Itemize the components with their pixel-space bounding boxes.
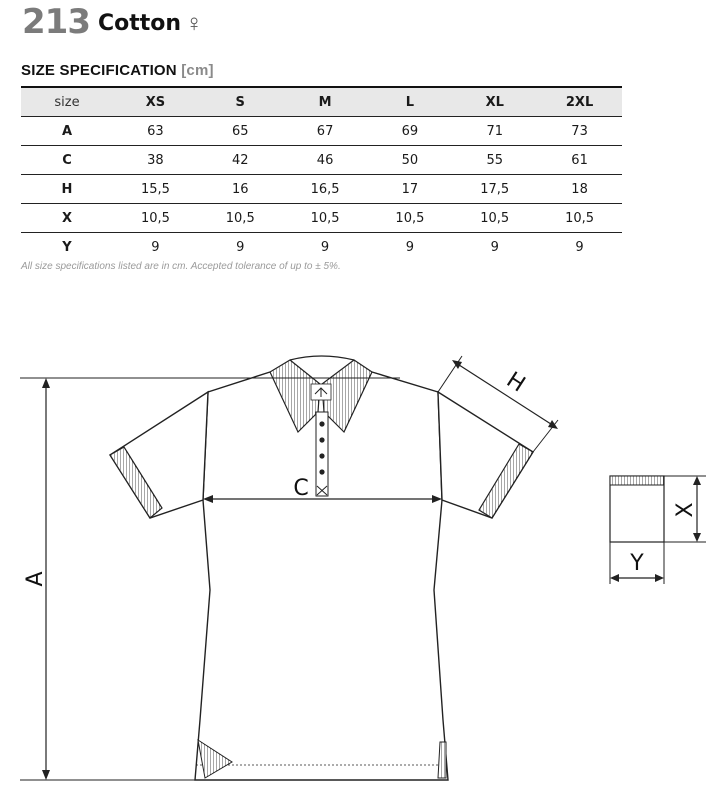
table-row bbox=[21, 117, 622, 146]
row-label: H bbox=[21, 175, 113, 204]
dimension-h-arrow-start bbox=[452, 360, 462, 369]
dimension-a-arrow-down bbox=[42, 770, 50, 780]
table-cell: 61 bbox=[537, 146, 622, 175]
table-cell: 67 bbox=[283, 117, 368, 146]
dimension-a-label: A bbox=[23, 571, 48, 587]
table-cell: 63 bbox=[113, 117, 198, 146]
size-spec-heading bbox=[21, 62, 214, 79]
size-header-row bbox=[21, 87, 622, 117]
dimension-h-label: H bbox=[501, 367, 530, 398]
size-spec-title: SIZE SPECIFICATION bbox=[21, 62, 177, 79]
size-col-header: M bbox=[283, 87, 368, 117]
polo-shirt-diagram bbox=[0, 300, 726, 804]
table-cell: 50 bbox=[367, 146, 452, 175]
table-cell: 10,5 bbox=[113, 204, 198, 233]
table-cell: 71 bbox=[452, 117, 537, 146]
table-cell: 15,5 bbox=[113, 175, 198, 204]
table-cell: 17 bbox=[367, 175, 452, 204]
cuff-detail-rib bbox=[610, 476, 664, 485]
table-cell: 16,5 bbox=[283, 175, 368, 204]
button bbox=[319, 421, 324, 426]
table-row bbox=[21, 146, 622, 175]
table-row bbox=[21, 204, 622, 233]
table-cell: 9 bbox=[405, 239, 415, 255]
table-cell: 9 bbox=[320, 239, 330, 255]
row-label: A bbox=[21, 117, 113, 146]
cuff-detail-box bbox=[610, 476, 664, 542]
dimension-x-label: X bbox=[673, 502, 698, 518]
size-col-header: S bbox=[198, 87, 283, 117]
table-row bbox=[21, 175, 622, 204]
button bbox=[319, 469, 324, 474]
dimension-y-label: Y bbox=[630, 551, 644, 576]
collar-band bbox=[290, 356, 354, 360]
size-header-label: size bbox=[21, 87, 113, 117]
table-row bbox=[21, 233, 622, 262]
table-cell: 17,5 bbox=[452, 175, 537, 204]
table-cell: 9 bbox=[151, 239, 160, 255]
table-cell: 46 bbox=[283, 146, 368, 175]
table-cell: 55 bbox=[452, 146, 537, 175]
table-cell: 10,5 bbox=[283, 204, 368, 233]
table-cell: 10,5 bbox=[198, 204, 283, 233]
dimension-y-arrow-right bbox=[655, 574, 664, 582]
dimension-x-arrow-up bbox=[693, 476, 701, 485]
row-label: X bbox=[21, 204, 113, 233]
table-cell: 16 bbox=[198, 175, 283, 204]
side-vent-right bbox=[438, 742, 446, 778]
dimension-a-arrow-up bbox=[42, 378, 50, 388]
size-col-header: L bbox=[367, 87, 452, 117]
size-spec-unit: [cm] bbox=[181, 62, 214, 79]
table-cell: 69 bbox=[367, 117, 452, 146]
table-cell: 38 bbox=[113, 146, 198, 175]
button bbox=[319, 453, 324, 458]
table-cell: 9 bbox=[490, 239, 499, 255]
table-cell: 42 bbox=[198, 146, 283, 175]
product-name: Cotton bbox=[97, 11, 182, 36]
table-cell: 9 bbox=[236, 239, 245, 255]
row-label: C bbox=[21, 146, 113, 175]
button bbox=[319, 437, 324, 442]
table-cell: 73 bbox=[537, 117, 622, 146]
tolerance-note: All size specifications listed are in cm. Accepted tolerance of up to ± 5%. bbox=[21, 261, 341, 272]
dimension-y-arrow-left bbox=[610, 574, 619, 582]
female-icon: ♀ bbox=[185, 10, 204, 37]
table-cell: 10,5 bbox=[537, 204, 622, 233]
dimension-c-label: C bbox=[293, 476, 309, 501]
size-table bbox=[21, 86, 622, 261]
table-cell: 10,5 bbox=[367, 204, 452, 233]
product-title bbox=[22, 2, 203, 42]
table-cell: 9 bbox=[575, 239, 584, 255]
product-code: 213 bbox=[22, 2, 90, 42]
row-label: Y bbox=[62, 239, 72, 255]
table-cell: 18 bbox=[537, 175, 622, 204]
size-col-header: 2XL bbox=[537, 87, 622, 117]
size-col-header: XS bbox=[113, 87, 198, 117]
table-cell: 65 bbox=[198, 117, 283, 146]
size-col-header: XL bbox=[452, 87, 537, 117]
dimension-x-arrow-down bbox=[693, 533, 701, 542]
table-cell: 10,5 bbox=[452, 204, 537, 233]
